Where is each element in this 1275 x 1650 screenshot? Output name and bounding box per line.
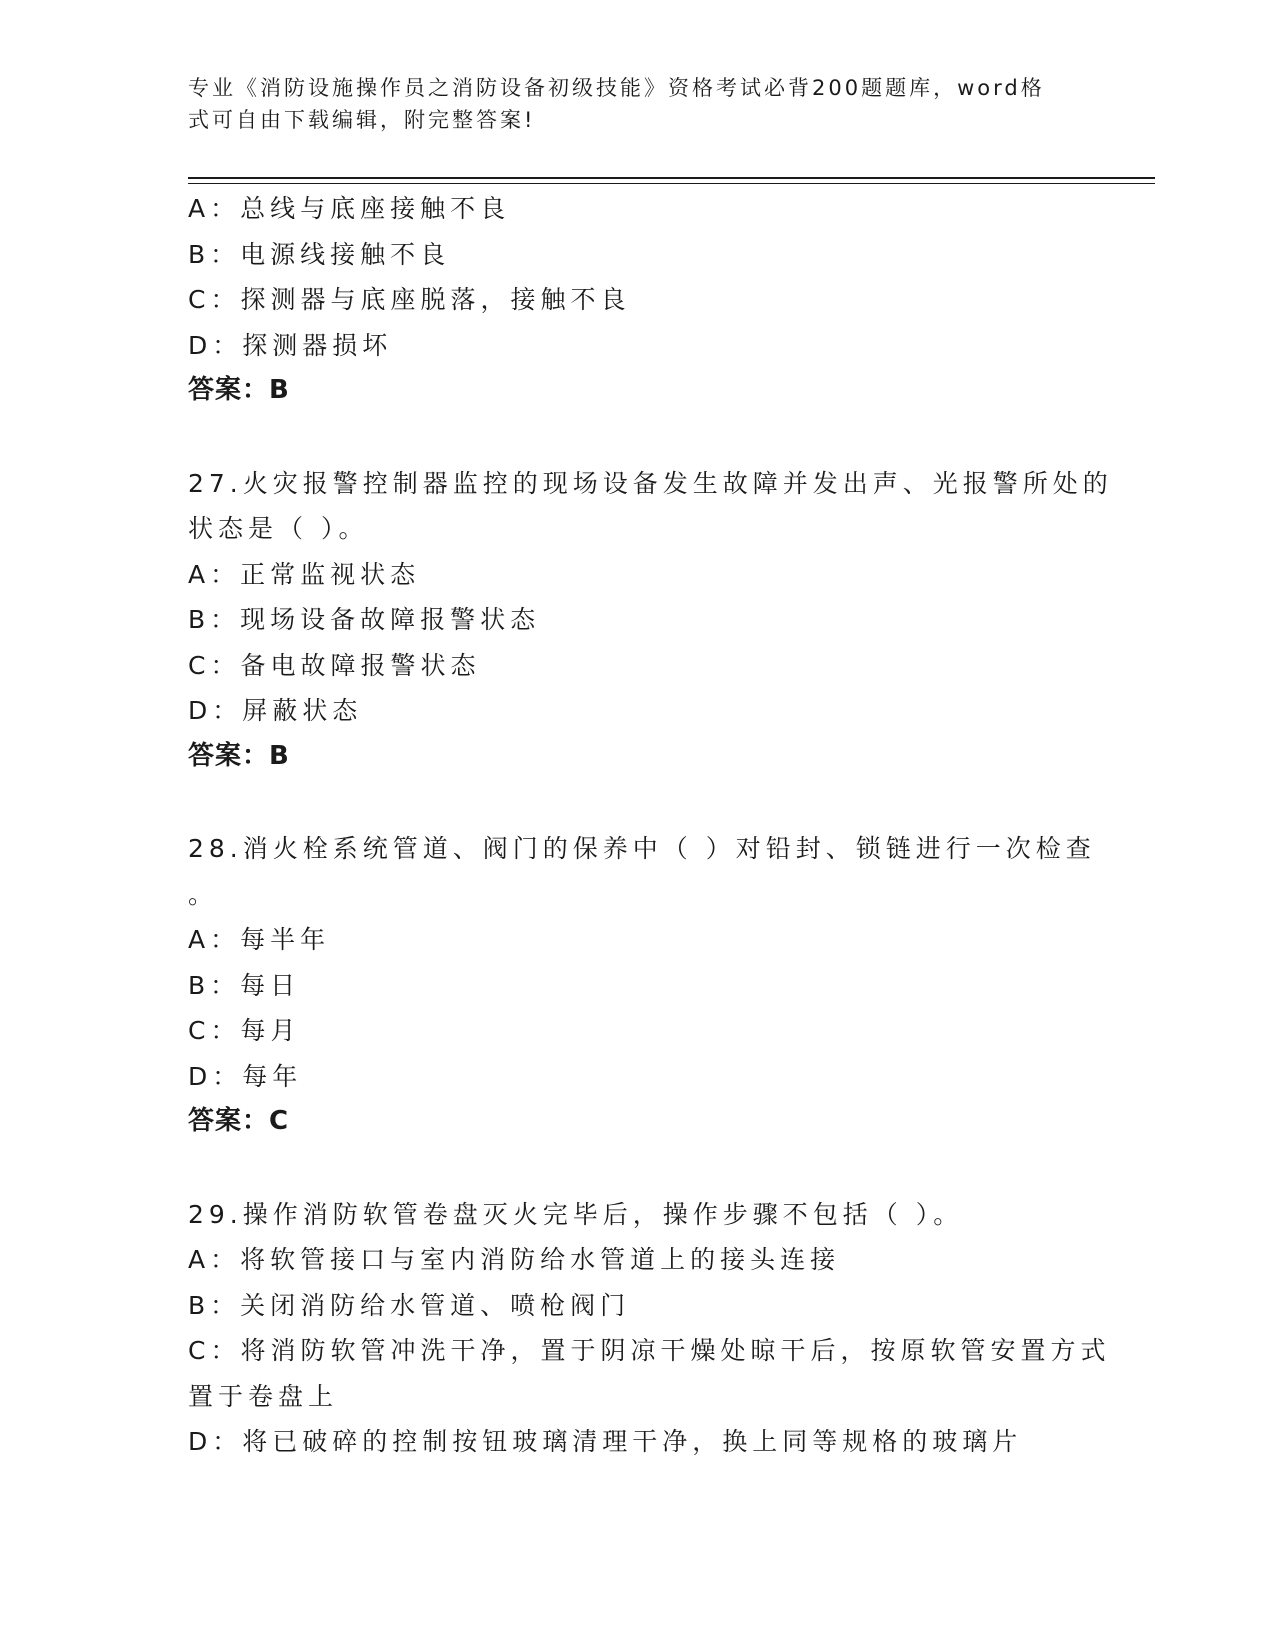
question-26-continued — [188, 186, 1088, 414]
option-a: A：正常监视状态 — [188, 559, 421, 589]
option-a: A：总线与底座接触不良 — [188, 194, 511, 223]
question-28 — [188, 826, 1096, 1145]
question-27 — [188, 461, 1113, 780]
header-divider-thick — [188, 177, 1155, 179]
option-a: A：每半年 — [188, 925, 331, 954]
header-line-1: 专业《消防设施操作员之消防设备初级技能》资格考试必背200题题库，word格 — [188, 76, 1045, 100]
option-b: B：每日 — [188, 970, 301, 1000]
option-d: D：每年 — [188, 1061, 303, 1091]
option-c: C：每月 — [188, 1016, 301, 1045]
header-line-2: 式可自由下载编辑，附完整答案! — [188, 108, 536, 132]
option-c: C：备电故障报警状态 — [188, 650, 481, 680]
option-c: C：将消防软管冲洗干净，置于阴凉干燥处晾干后，按原软管安置方式 — [188, 1336, 1111, 1365]
option-b: B：现场设备故障报警状态 — [188, 605, 541, 634]
option-b: B：关闭消防给水管道、喷枪阀门 — [188, 1290, 631, 1320]
option-c: C：探测器与底座脱落，接触不良 — [188, 285, 631, 314]
question-text-line-1: 28.消火栓系统管道、阀门的保养中（ ）对铅封、锁链进行一次检查 — [188, 834, 1096, 863]
document-header — [188, 72, 1078, 136]
question-29 — [188, 1192, 1111, 1465]
option-d: D：屏蔽状态 — [188, 696, 363, 725]
question-text-line-1: 27.火灾报警控制器监控的现场设备发生故障并发出声、光报警所处的 — [188, 468, 1113, 498]
answer: 答案：B — [188, 740, 290, 771]
question-list — [188, 186, 1113, 1465]
option-c-continued: 置于卷盘上 — [188, 1381, 339, 1411]
question-text-line-1: 29.操作消防软管卷盘灭火完毕后，操作步骤不包括（ ）。 — [188, 1199, 964, 1229]
header-divider-thin — [188, 183, 1155, 184]
option-b: B：电源线接触不良 — [188, 239, 451, 269]
answer: 答案：C — [188, 1106, 290, 1136]
option-a: A：将软管接口与室内消防给水管道上的接头连接 — [188, 1245, 841, 1274]
question-text-line-2: 。 — [188, 879, 219, 909]
question-text-line-2: 状态是（ ）。 — [188, 514, 369, 543]
answer: 答案：B — [188, 375, 290, 405]
option-d: D：将已破碎的控制按钮玻璃清理干净，换上同等规格的玻璃片 — [188, 1427, 1023, 1456]
option-d: D：探测器损坏 — [188, 330, 393, 360]
